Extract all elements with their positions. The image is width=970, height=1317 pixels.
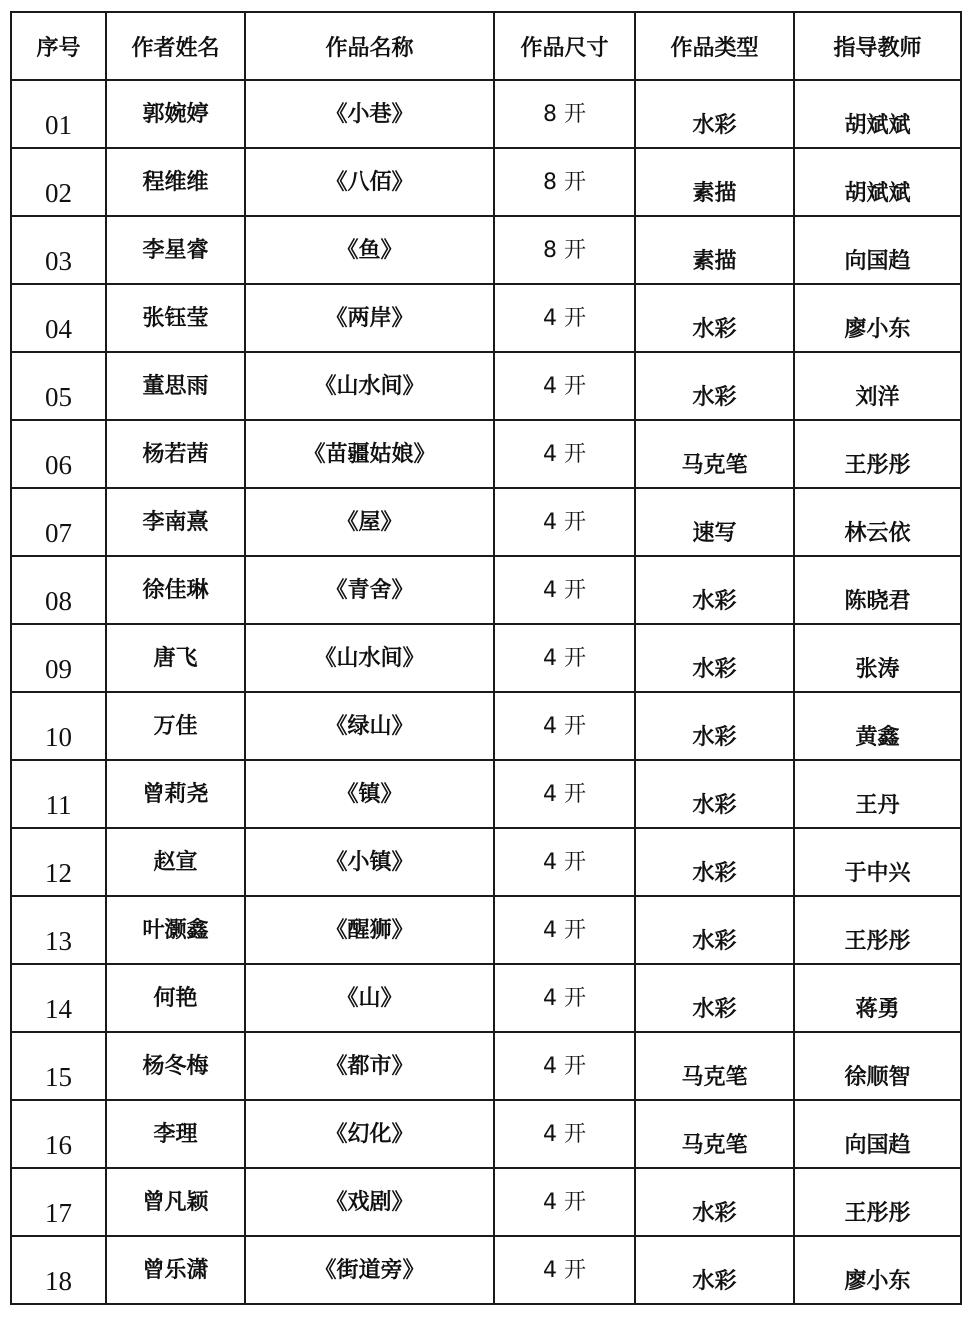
cell-serial-number: [11, 352, 106, 420]
cell-author-name-text: 曾乐潇: [142, 1258, 209, 1283]
cell-instructor-text: 廖小东: [844, 1269, 911, 1294]
cell-work-title-text: 《街道旁》: [314, 1258, 425, 1283]
cell-instructor-text: 黄鑫: [855, 725, 900, 750]
cell-author-name: [106, 896, 245, 964]
cell-work-type-text: 水彩: [692, 385, 737, 410]
cell-serial-number-text: 02: [45, 178, 72, 208]
cell-work-type: [635, 1168, 794, 1236]
cell-serial-number: [11, 1032, 106, 1100]
cell-author-name: [106, 624, 245, 692]
cell-author-name-text: 叶灏鑫: [142, 918, 209, 943]
cell-work-title-text: 《小镇》: [325, 850, 414, 875]
cell-work-title-text: 《小巷》: [325, 102, 414, 127]
cell-author-name-text: 万佳: [153, 714, 198, 739]
cell-instructor-text: 林云依: [844, 521, 911, 546]
cell-instructor: [794, 964, 961, 1032]
cell-serial-number: [11, 148, 106, 216]
cell-work-title: [245, 896, 494, 964]
cell-work-type: [635, 488, 794, 556]
cell-work-size: [494, 488, 635, 556]
cell-author-name-text: 李理: [153, 1122, 198, 1147]
cell-author-name-text: 唐飞: [153, 646, 198, 671]
cell-author-name: [106, 488, 245, 556]
table-header: [11, 12, 961, 80]
table-row: [11, 964, 961, 1032]
table-row: [11, 216, 961, 284]
cell-work-size-text: 8 开: [543, 238, 586, 263]
cell-author-name-text: 何艳: [153, 986, 198, 1011]
cell-work-size-text: 4 开: [543, 1122, 586, 1147]
cell-serial-number: [11, 692, 106, 760]
cell-instructor: [794, 624, 961, 692]
cell-work-title-text: 《都市》: [325, 1054, 414, 1079]
cell-serial-number-text: 10: [45, 722, 72, 752]
cell-work-size-text: 4 开: [543, 442, 586, 467]
cell-work-title: [245, 420, 494, 488]
cell-work-title: [245, 624, 494, 692]
table-row: [11, 1168, 961, 1236]
table-row: [11, 1032, 961, 1100]
cell-serial-number: [11, 284, 106, 352]
cell-work-size-text: 4 开: [543, 850, 586, 875]
cell-author-name-text: 杨冬梅: [142, 1054, 209, 1079]
cell-instructor: [794, 352, 961, 420]
cell-work-size: [494, 896, 635, 964]
header-work-type: 作品类型: [635, 12, 794, 80]
cell-work-type: [635, 896, 794, 964]
cell-instructor: [794, 420, 961, 488]
cell-work-title: [245, 352, 494, 420]
cell-instructor: [794, 216, 961, 284]
table-row: [11, 148, 961, 216]
cell-author-name-text: 李南熹: [142, 510, 209, 535]
cell-work-title-text: 《镇》: [336, 782, 403, 807]
cell-instructor-text: 胡斌斌: [844, 113, 911, 138]
cell-work-size: [494, 828, 635, 896]
cell-author-name: [106, 1032, 245, 1100]
cell-instructor: [794, 80, 961, 148]
cell-instructor-text: 向国趋: [844, 249, 911, 274]
cell-author-name: [106, 352, 245, 420]
cell-work-size-text: 4 开: [543, 306, 586, 331]
cell-work-size-text: 8 开: [543, 102, 586, 127]
cell-work-title: [245, 692, 494, 760]
cell-work-size: [494, 964, 635, 1032]
cell-serial-number: [11, 488, 106, 556]
cell-work-title: [245, 1168, 494, 1236]
cell-work-type: [635, 216, 794, 284]
cell-work-size-text: 4 开: [543, 986, 586, 1011]
header-work-size: 作品尺寸: [494, 12, 635, 80]
cell-work-title-text: 《山水间》: [314, 646, 425, 671]
cell-work-size: [494, 760, 635, 828]
cell-work-title: [245, 148, 494, 216]
cell-author-name: [106, 420, 245, 488]
header-serial-number: 序号: [11, 12, 106, 80]
header-row: [11, 12, 961, 80]
header-instructor: 指导教师: [794, 12, 961, 80]
table-row: [11, 1100, 961, 1168]
table-row: [11, 1236, 961, 1304]
cell-work-type-text: 水彩: [692, 929, 737, 954]
cell-work-title: [245, 216, 494, 284]
cell-work-type: [635, 80, 794, 148]
cell-serial-number-text: 01: [45, 110, 72, 140]
cell-author-name: [106, 760, 245, 828]
table-row: [11, 692, 961, 760]
cell-serial-number-text: 18: [45, 1266, 72, 1296]
cell-work-title-text: 《青舍》: [325, 578, 414, 603]
cell-work-size-text: 4 开: [543, 646, 586, 671]
cell-work-type: [635, 556, 794, 624]
cell-author-name: [106, 692, 245, 760]
cell-work-size-text: 4 开: [543, 782, 586, 807]
cell-work-title: [245, 1032, 494, 1100]
cell-serial-number-text: 03: [45, 246, 72, 276]
cell-work-type: [635, 148, 794, 216]
cell-work-type: [635, 692, 794, 760]
cell-serial-number-text: 09: [45, 654, 72, 684]
cell-work-size: [494, 556, 635, 624]
cell-work-size-text: 8 开: [543, 170, 586, 195]
cell-work-type: [635, 964, 794, 1032]
cell-serial-number-text: 08: [45, 586, 72, 616]
cell-serial-number-text: 13: [45, 926, 72, 956]
cell-work-type-text: 水彩: [692, 1201, 737, 1226]
cell-author-name: [106, 964, 245, 1032]
cell-instructor-text: 陈晓君: [844, 589, 911, 614]
cell-serial-number: [11, 964, 106, 1032]
cell-work-size-text: 4 开: [543, 714, 586, 739]
cell-work-size: [494, 420, 635, 488]
cell-work-type-text: 马克笔: [681, 1065, 748, 1090]
cell-serial-number-text: 16: [45, 1130, 72, 1160]
cell-author-name-text: 杨若茜: [142, 442, 209, 467]
cell-instructor-text: 王彤彤: [844, 1201, 911, 1226]
cell-instructor-text: 王彤彤: [844, 929, 911, 954]
cell-work-size-text: 4 开: [543, 1054, 586, 1079]
cell-serial-number-text: 14: [45, 994, 72, 1024]
table-row: [11, 624, 961, 692]
cell-work-title-text: 《绿山》: [325, 714, 414, 739]
cell-serial-number-text: 12: [45, 858, 72, 888]
cell-work-size: [494, 148, 635, 216]
cell-work-type-text: 马克笔: [681, 453, 748, 478]
cell-work-size: [494, 352, 635, 420]
cell-work-title: [245, 828, 494, 896]
cell-author-name: [106, 80, 245, 148]
cell-work-title: [245, 1100, 494, 1168]
cell-instructor: [794, 1168, 961, 1236]
cell-work-size-text: 4 开: [543, 1190, 586, 1215]
cell-serial-number: [11, 624, 106, 692]
cell-work-title: [245, 80, 494, 148]
cell-serial-number-text: 05: [45, 382, 72, 412]
cell-author-name-text: 李星睿: [142, 238, 209, 263]
cell-work-type: [635, 1100, 794, 1168]
table-row: [11, 488, 961, 556]
cell-work-title: [245, 488, 494, 556]
cell-work-title-text: 《屋》: [336, 510, 403, 535]
cell-work-type-text: 马克笔: [681, 1133, 748, 1158]
table-row: [11, 420, 961, 488]
cell-work-type-text: 水彩: [692, 725, 737, 750]
table-row: [11, 556, 961, 624]
cell-author-name-text: 程维维: [142, 170, 209, 195]
cell-work-type: [635, 1236, 794, 1304]
table-row: [11, 896, 961, 964]
cell-serial-number: [11, 216, 106, 284]
cell-work-size-text: 4 开: [543, 918, 586, 943]
cell-instructor-text: 王彤彤: [844, 453, 911, 478]
cell-author-name: [106, 828, 245, 896]
cell-work-type-text: 素描: [692, 181, 737, 206]
cell-serial-number: [11, 1100, 106, 1168]
cell-work-title-text: 《山水间》: [314, 374, 425, 399]
cell-instructor-text: 胡斌斌: [844, 181, 911, 206]
cell-author-name-text: 张钰莹: [142, 306, 209, 331]
cell-work-type: [635, 284, 794, 352]
cell-work-size: [494, 1100, 635, 1168]
cell-work-type-text: 水彩: [692, 657, 737, 682]
cell-instructor-text: 张涛: [855, 657, 900, 682]
cell-instructor: [794, 1100, 961, 1168]
cell-work-size: [494, 1032, 635, 1100]
cell-author-name: [106, 556, 245, 624]
cell-work-type-text: 素描: [692, 249, 737, 274]
cell-serial-number-text: 15: [45, 1062, 72, 1092]
cell-work-size: [494, 284, 635, 352]
table-body: [11, 80, 961, 1304]
cell-work-title: [245, 760, 494, 828]
cell-work-title-text: 《苗疆姑娘》: [303, 442, 436, 467]
cell-work-title: [245, 284, 494, 352]
cell-serial-number-text: 07: [45, 518, 72, 548]
cell-author-name: [106, 1168, 245, 1236]
cell-serial-number-text: 06: [45, 450, 72, 480]
table-row: [11, 828, 961, 896]
cell-instructor-text: 廖小东: [844, 317, 911, 342]
cell-serial-number: [11, 828, 106, 896]
cell-work-title: [245, 964, 494, 1032]
cell-instructor-text: 于中兴: [844, 861, 911, 886]
cell-serial-number: [11, 556, 106, 624]
cell-instructor-text: 刘洋: [855, 385, 900, 410]
cell-work-type-text: 水彩: [692, 113, 737, 138]
cell-author-name-text: 曾莉尧: [142, 782, 209, 807]
cell-instructor: [794, 828, 961, 896]
cell-instructor: [794, 1032, 961, 1100]
cell-instructor-text: 徐顺智: [844, 1065, 911, 1090]
table-row: [11, 352, 961, 420]
cell-serial-number: [11, 80, 106, 148]
cell-work-type-text: 水彩: [692, 589, 737, 614]
cell-serial-number: [11, 420, 106, 488]
cell-work-title-text: 《八佰》: [325, 170, 414, 195]
cell-instructor: [794, 488, 961, 556]
cell-serial-number: [11, 896, 106, 964]
cell-instructor: [794, 284, 961, 352]
cell-work-type: [635, 624, 794, 692]
cell-work-size: [494, 1236, 635, 1304]
cell-instructor: [794, 896, 961, 964]
header-work-title: 作品名称: [245, 12, 494, 80]
cell-work-title-text: 《鱼》: [336, 238, 403, 263]
cell-instructor-text: 王丹: [855, 793, 900, 818]
cell-instructor: [794, 760, 961, 828]
cell-work-size-text: 4 开: [543, 510, 586, 535]
cell-instructor: [794, 556, 961, 624]
cell-author-name: [106, 216, 245, 284]
cell-work-type-text: 速写: [692, 521, 737, 546]
cell-work-type-text: 水彩: [692, 861, 737, 886]
cell-work-title-text: 《醒狮》: [325, 918, 414, 943]
cell-work-type: [635, 828, 794, 896]
cell-work-title-text: 《山》: [336, 986, 403, 1011]
cell-work-type: [635, 1032, 794, 1100]
cell-serial-number-text: 11: [45, 790, 72, 820]
cell-author-name-text: 曾凡颖: [142, 1190, 209, 1215]
cell-work-type: [635, 352, 794, 420]
cell-serial-number: [11, 760, 106, 828]
cell-work-size: [494, 692, 635, 760]
cell-author-name-text: 郭婉婷: [142, 102, 209, 127]
cell-work-title: [245, 1236, 494, 1304]
table-row: [11, 760, 961, 828]
cell-work-type: [635, 760, 794, 828]
cell-instructor: [794, 692, 961, 760]
cell-work-size: [494, 216, 635, 284]
cell-work-type-text: 水彩: [692, 1269, 737, 1294]
cell-author-name-text: 赵宣: [153, 850, 198, 875]
cell-work-type: [635, 420, 794, 488]
cell-work-type-text: 水彩: [692, 793, 737, 818]
cell-serial-number-text: 17: [45, 1198, 72, 1228]
cell-work-size-text: 4 开: [543, 1258, 586, 1283]
cell-author-name: [106, 1236, 245, 1304]
cell-instructor-text: 蒋勇: [855, 997, 900, 1022]
table-row: [11, 284, 961, 352]
cell-work-type-text: 水彩: [692, 317, 737, 342]
cell-work-size: [494, 624, 635, 692]
cell-serial-number: [11, 1168, 106, 1236]
cell-work-title-text: 《两岸》: [325, 306, 414, 331]
cell-work-size: [494, 80, 635, 148]
cell-serial-number: [11, 1236, 106, 1304]
table-row: [11, 80, 961, 148]
cell-serial-number-text: 04: [45, 314, 72, 344]
cell-author-name: [106, 1100, 245, 1168]
header-author-name: 作者姓名: [106, 12, 245, 80]
cell-work-size-text: 4 开: [543, 578, 586, 603]
cell-work-title: [245, 556, 494, 624]
cell-work-type-text: 水彩: [692, 997, 737, 1022]
cell-instructor: [794, 148, 961, 216]
cell-author-name-text: 董思雨: [142, 374, 209, 399]
cell-work-size-text: 4 开: [543, 374, 586, 399]
cell-author-name-text: 徐佳琳: [142, 578, 209, 603]
cell-author-name: [106, 284, 245, 352]
cell-instructor: [794, 1236, 961, 1304]
cell-work-title-text: 《幻化》: [325, 1122, 414, 1147]
cell-work-size: [494, 1168, 635, 1236]
artworks-table: [10, 11, 962, 1305]
cell-instructor-text: 向国趋: [844, 1133, 911, 1158]
cell-author-name: [106, 148, 245, 216]
cell-work-title-text: 《戏剧》: [325, 1190, 414, 1215]
